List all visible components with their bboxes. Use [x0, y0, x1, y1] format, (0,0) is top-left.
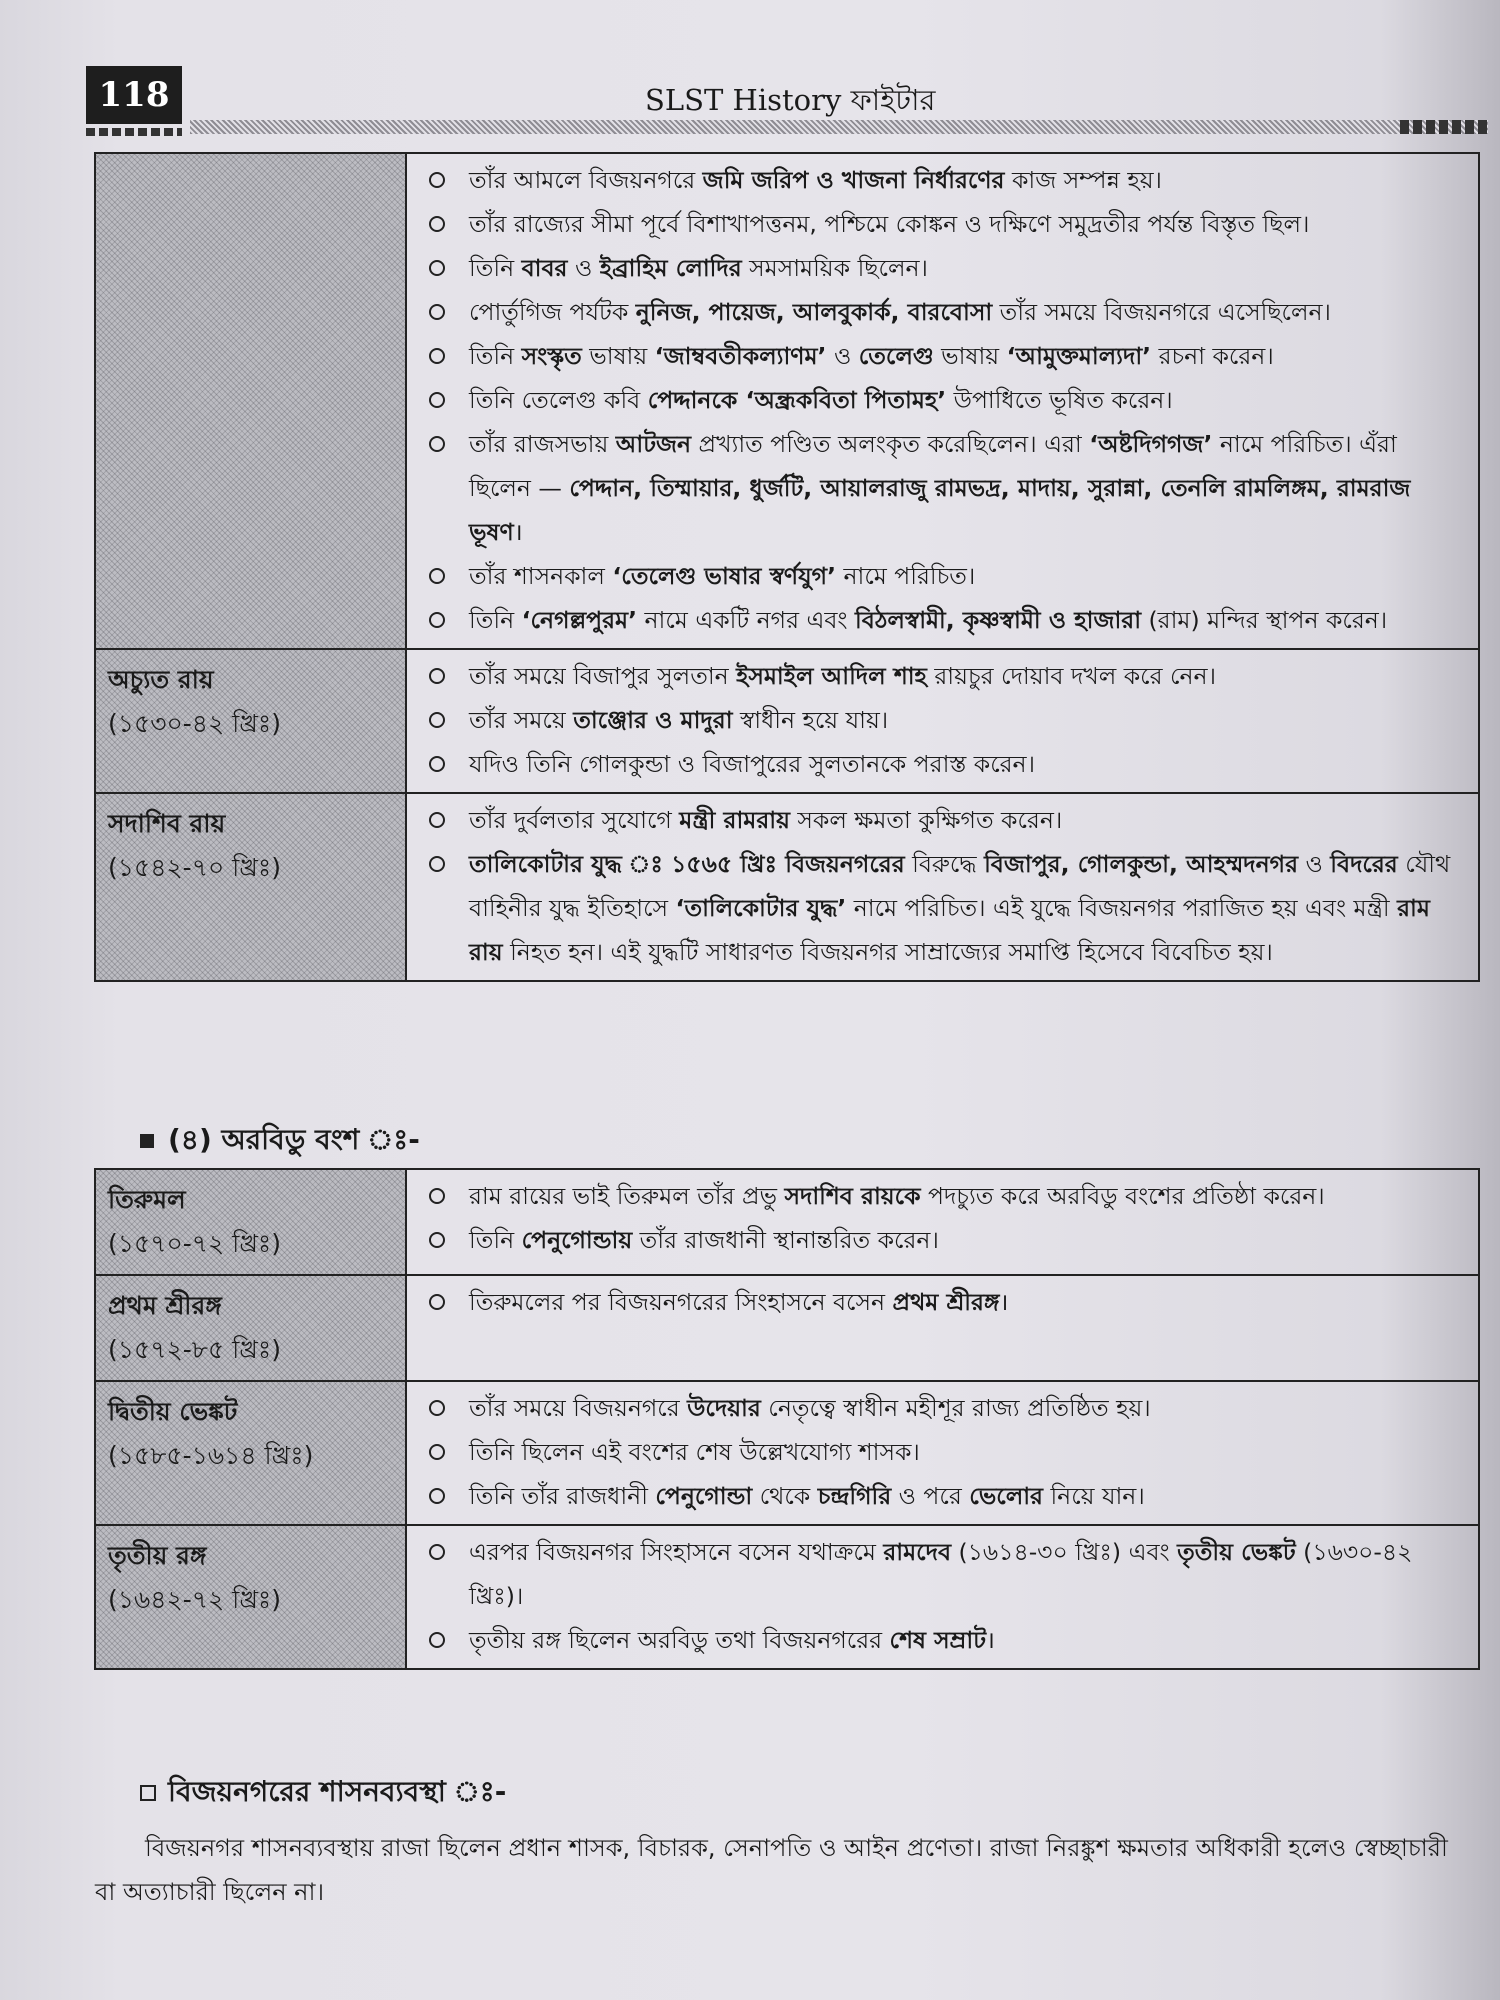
ruler-name-cell: [95, 793, 406, 981]
list-item: [429, 698, 1464, 742]
ruler-points-cell: [406, 1169, 1479, 1275]
text: এরপর বিজয়নগর সিংহাসনে বসেন যথাক্রমে: [469, 1538, 884, 1566]
bold-text: ভেলোর: [969, 1482, 1043, 1510]
list-item: [429, 654, 1464, 698]
text: ও: [567, 254, 600, 282]
page-number: 118: [86, 66, 182, 124]
text: উপাধিতে ভূষিত করেন।: [946, 386, 1173, 414]
bold-text: উদেয়ার: [687, 1394, 761, 1422]
bold-text: ‘তেলেগু ভাষার স্বর্ণযুগ’: [612, 562, 837, 590]
list-item: [429, 158, 1464, 202]
ruler-name-cell: [95, 153, 406, 649]
text: ।: [513, 518, 523, 546]
ruler-points-cell: [406, 1275, 1479, 1381]
text: প্রখ্যাত পণ্ডিত অলংকৃত করেছিলেন। এরা: [691, 430, 1090, 458]
admin-heading-text: বিজয়নগরের শাসনব্যবস্থা ঃ-: [168, 1775, 507, 1808]
list-item: [429, 378, 1464, 422]
running-title: SLST History ফাইটার: [645, 83, 936, 117]
text: ও: [826, 342, 859, 370]
text: তাঁর সময়ে বিজয়নগরে এসেছিলেন।: [992, 298, 1331, 326]
text: নামে পরিচিত।: [836, 562, 976, 590]
list-item: [429, 202, 1464, 246]
bold-text: পেদ্দানকে ‘অন্ধ্রকবিতা পিতামহ’: [647, 386, 947, 414]
bold-text: ‘তালিকোটার যুদ্ধ’: [675, 894, 847, 922]
text: তাঁর সময়ে বিজয়নগরে: [469, 1394, 688, 1422]
text: বিরুদ্ধে: [904, 850, 985, 878]
text: রচনা করেন।: [1151, 342, 1274, 370]
bold-text: ‘অষ্টদিগগজ’: [1089, 430, 1213, 458]
text: যদিও তিনি গোলকুন্ডা ও বিজাপুরের সুলতানকে পরাস্ত করেন।: [469, 750, 1035, 778]
text: তিনি: [469, 342, 522, 370]
text: নামে একটি নগর এবং: [637, 606, 856, 634]
text: পোর্তুগিজ পর্যটক: [469, 298, 636, 326]
bold-text: রাম রায়: [469, 894, 1430, 966]
text: তিনি ছিলেন এই বংশের শেষ উল্লেখযোগ্য শাসক।: [469, 1438, 920, 1466]
text: থেকে: [752, 1482, 818, 1510]
header-rule: [190, 120, 1488, 134]
text: ও পরে: [891, 1482, 970, 1510]
bold-text: ‘আমুক্তমাল্যদা’: [1006, 342, 1152, 370]
bold-text: রামদেব: [883, 1538, 952, 1566]
section-heading-administration: [140, 1770, 506, 1817]
ruler-name-cell: [95, 1169, 406, 1275]
list-item: [429, 1474, 1464, 1518]
bold-text: পেনুগোন্ডায়: [521, 1226, 633, 1254]
text: তাঁর সময়ে: [469, 706, 574, 734]
text: তাঁর শাসনকাল: [469, 562, 613, 590]
ruler-points-cell: [406, 1525, 1479, 1669]
list-item: [429, 598, 1464, 642]
text: তিনি: [469, 606, 522, 634]
ruler-name: অচ্যুত রায়: [108, 665, 214, 694]
text: ভাষায়: [581, 342, 655, 370]
square-bullet-icon: [140, 1134, 154, 1148]
text: তাঁর সময়ে বিজাপুর সুলতান: [469, 662, 737, 690]
section-heading-text: (৪) অরবিডু বংশ ঃ-: [168, 1123, 420, 1156]
list-item: [429, 1174, 1464, 1218]
text: তাঁর রাজ্যের সীমা পূর্বে বিশাখাপত্তনম, পশ্চিমে কোঙ্কন ও দক্ষিণে সমুদ্রতীর পর্যন্ত বিস্তৃত ছিল।: [469, 210, 1310, 238]
bold-text: ‘জাম্ববতীকল্যাণম’: [654, 342, 827, 370]
ruler-points-cell: [406, 649, 1479, 793]
bullet-list: [429, 654, 1464, 786]
text: যৌথ বাহিনীর যুদ্ধ ইতিহাসে: [469, 850, 1451, 922]
text: পদচ্যুত করে অরবিডু বংশের প্রতিষ্ঠা করেন।: [920, 1182, 1325, 1210]
text: সমসাময়িক ছিলেন।: [741, 254, 928, 282]
list-item: [429, 1218, 1464, 1262]
ruler-table-1: [94, 152, 1480, 982]
list-item: [429, 334, 1464, 378]
list-item: [429, 1430, 1464, 1474]
text: নেতৃত্বে স্বাধীন মহীশূর রাজ্য প্রতিষ্ঠিত হয়।: [760, 1394, 1151, 1422]
list-item: [429, 422, 1464, 554]
text: নামে পরিচিত। এঁরা ছিলেন —: [469, 430, 1397, 502]
list-item: [429, 246, 1464, 290]
bold-text: বিজাপুর, গোলকুন্ডা, আহম্মদনগর: [984, 850, 1299, 878]
text: স্বাধীন হয়ে যায়।: [732, 706, 889, 734]
text: তিনি তাঁর রাজধানী: [469, 1482, 656, 1510]
bullet-list: [429, 158, 1464, 642]
text: তিনি: [469, 254, 522, 282]
ruler-name-cell: [95, 1525, 406, 1669]
text: রায়চুর দোয়াব দখল করে নেন।: [926, 662, 1216, 690]
ruler-name: তিরুমল: [108, 1185, 186, 1214]
ruler-name-cell: [95, 1381, 406, 1525]
ruler-years: (১৫৩০-৪২ খ্রিঃ): [108, 709, 281, 738]
admin-paragraph: বিজয়নগর শাসনব্যবস্থায় রাজা ছিলেন প্রধান শাসক, বিচারক, সেনাপতি ও আইন প্রণেতা। রাজা নিরঙ্কুশ ক্ষমতার অধিকারী হলেও স্বেচ্ছাচারী বা অত্যাচারী ছিলেন না।: [95, 1834, 1448, 1906]
table-row: [95, 1169, 1479, 1275]
table-row: [95, 153, 1479, 649]
list-item: [429, 1280, 1464, 1324]
ruler-points-cell: [406, 153, 1479, 649]
bold-text: নুনিজ, পায়েজ, আলবুকার্ক, বারবোসা: [635, 298, 993, 326]
list-item: [429, 290, 1464, 334]
bold-text: বাবর: [521, 254, 568, 282]
bold-text: ‘নেগল্লপুরম’: [521, 606, 638, 634]
text: তাঁর রাজসভায়: [469, 430, 616, 458]
ruler-points-cell: [406, 1381, 1479, 1525]
text: কাজ সম্পন্ন হয়।: [1004, 166, 1162, 194]
bullet-list: [429, 1530, 1464, 1662]
list-item: [429, 842, 1464, 974]
list-item: [429, 798, 1464, 842]
ruler-years: (১৫৮৫-১৬১৪ খ্রিঃ): [108, 1441, 314, 1470]
ruler-years: (১৬৪২-৭২ খ্রিঃ): [108, 1585, 282, 1614]
hollow-square-bullet-icon: [140, 1785, 156, 1801]
text: তাঁর দুর্বলতার সুযোগে: [469, 806, 680, 834]
text: ।: [999, 1288, 1009, 1316]
list-item: [429, 1386, 1464, 1430]
text: নিয়ে যান।: [1042, 1482, 1145, 1510]
bold-text: ইসমাইল আদিল শাহ: [736, 662, 927, 690]
text: তিনি তেলেগু কবি: [469, 386, 648, 414]
page-number-decoration: [86, 128, 182, 136]
table-row: [95, 793, 1479, 981]
bold-text: ইব্রাহিম লোদির: [599, 254, 742, 282]
table-row: [95, 649, 1479, 793]
bold-text: সদাশিব রায়কে: [784, 1182, 921, 1210]
table-row: [95, 1275, 1479, 1381]
list-item: [429, 554, 1464, 598]
bullet-list: [429, 1280, 1464, 1324]
text: তৃতীয় রঙ্গ ছিলেন অরবিডু তথা বিজয়নগরের: [469, 1626, 890, 1654]
bold-text: শেষ সম্রাট: [889, 1626, 987, 1654]
ruler-years: (১৫৭০-৭২ খ্রিঃ): [108, 1229, 282, 1258]
text: সকল ক্ষমতা কুক্ষিগত করেন।: [789, 806, 1063, 834]
text: তাঁর রাজধানী স্থানান্তরিত করেন।: [632, 1226, 939, 1254]
ruler-name: তৃতীয় রঙ্গ: [108, 1541, 207, 1570]
text: তাঁর আমলে বিজয়নগরে: [469, 166, 703, 194]
text: রাম রায়ের ভাই তিরুমল তাঁর প্রভু: [469, 1182, 785, 1210]
text: (রাম) মন্দির স্থাপন করেন।: [1141, 606, 1388, 634]
bold-text: পেদ্দান, তিম্মায়ার, ধুর্জটি, আয়ালরাজু রামভদ্র, মাদায়, সুরান্না, তেনলি রামলিঙ্গম, রামরাজ ভূষণ: [469, 474, 1411, 546]
ruler-years: (১৫৪২-৭০ খ্রিঃ): [108, 853, 281, 882]
bold-text: বিঠলস্বামী, কৃষ্ণস্বামী ও হাজারা: [855, 606, 1142, 634]
bold-text: তাঞ্জোর ও মাদুরা: [573, 706, 733, 734]
ruler-years: (১৫৭২-৮৫ খ্রিঃ): [108, 1335, 281, 1364]
ruler-name-cell: [95, 649, 406, 793]
ruler-name: প্রথম শ্রীরঙ্গ: [108, 1291, 222, 1320]
text: তিরুমলের পর বিজয়নগরের সিংহাসনে বসেন: [469, 1288, 893, 1316]
ruler-name: দ্বিতীয় ভেঙ্কট: [108, 1397, 238, 1426]
text: নামে পরিচিত। এই যুদ্ধে বিজয়নগর পরাজিত হয় এবং মন্ত্রী: [846, 894, 1398, 922]
ruler-table-2: [94, 1168, 1480, 1670]
bullet-list: [429, 798, 1464, 974]
bold-text: আটজন: [615, 430, 692, 458]
bold-text: সংস্কৃত: [521, 342, 582, 370]
bold-text: তালিকোটার যুদ্ধ ঃ ১৫৬৫ খ্রিঃ বিজয়নগরের: [469, 850, 905, 878]
list-item: [429, 1618, 1464, 1662]
bullet-list: [429, 1386, 1464, 1518]
bullet-list: [429, 1174, 1464, 1262]
text: তিনি: [469, 1226, 522, 1254]
table-row: [95, 1525, 1479, 1669]
text: ভাষায়: [933, 342, 1007, 370]
bold-text: প্রথম শ্রীরঙ্গ: [892, 1288, 1000, 1316]
list-item: [429, 742, 1464, 786]
ruler-name: সদাশিব রায়: [108, 809, 226, 838]
section-heading-aravidu: [140, 1118, 420, 1165]
list-item: [429, 1530, 1464, 1618]
ruler-name-cell: [95, 1275, 406, 1381]
text: ।: [986, 1626, 995, 1654]
text: ও: [1298, 850, 1331, 878]
bold-text: তৃতীয় ভেঙ্কট: [1177, 1538, 1296, 1566]
bold-text: পেনুগোন্ডা: [655, 1482, 753, 1510]
table-row: [95, 1381, 1479, 1525]
bold-text: তেলেগু: [858, 342, 934, 370]
bold-text: জমি জরিপ ও খাজনা নির্ধারণের: [702, 166, 1005, 194]
text: নিহত হন। এই যুদ্ধটি সাধারণত বিজয়নগর সাম্রাজ্যের সমাপ্তি হিসেবে বিবেচিত হয়।: [502, 938, 1273, 966]
bold-text: চন্দ্রগিরি: [817, 1482, 892, 1510]
ruler-points-cell: [406, 793, 1479, 981]
header-rule-end: [1400, 120, 1488, 134]
bold-text: মন্ত্রী রামরায়: [679, 806, 790, 834]
bold-text: বিদরের: [1330, 850, 1398, 878]
text: (১৬৩০-৪২ খ্রিঃ)।: [469, 1538, 1413, 1610]
text: (১৬১৪-৩০ খ্রিঃ) এবং: [951, 1538, 1178, 1566]
